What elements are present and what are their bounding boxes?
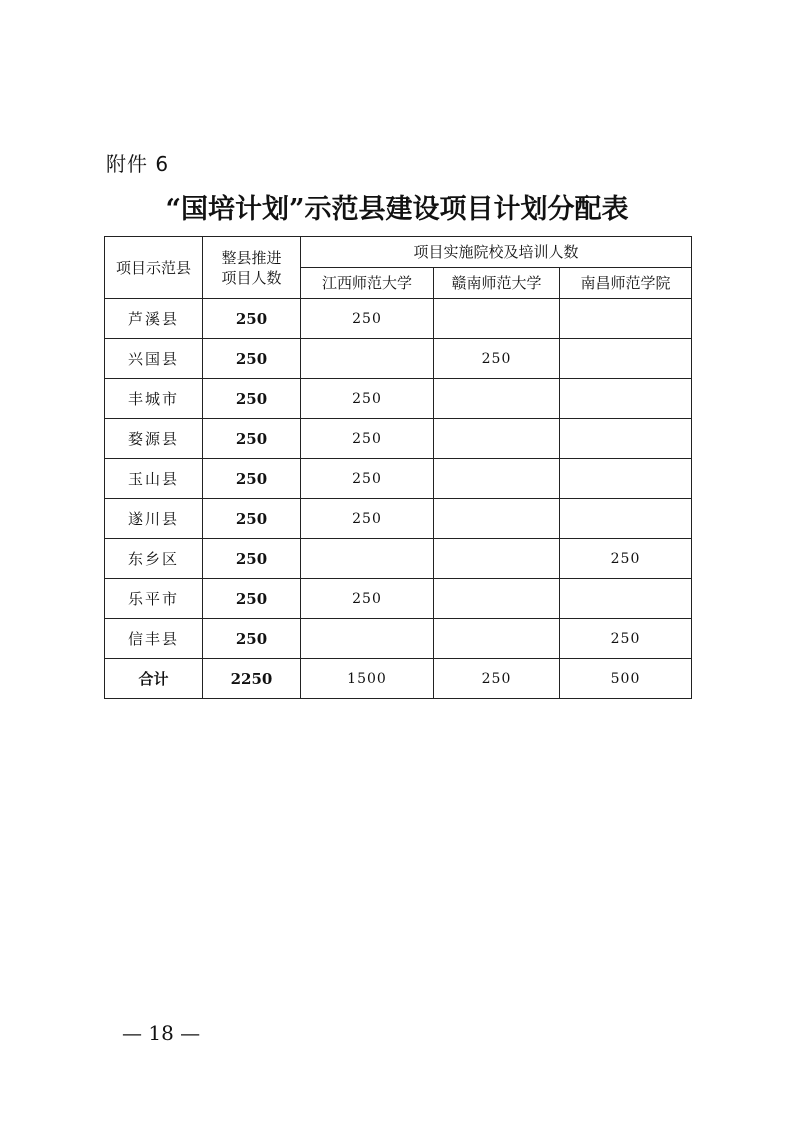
total-cell: 250 (203, 499, 301, 539)
page-number: — 18 — (122, 1021, 201, 1045)
school-1-cell: 250 (301, 379, 434, 419)
table-row (105, 299, 692, 339)
total-cell: 250 (203, 299, 301, 339)
county-cell: 婺源县 (105, 419, 203, 459)
attachment-label: 附件 6 (106, 152, 170, 176)
county-cell: 遂川县 (105, 499, 203, 539)
allocation-table (104, 236, 692, 699)
school-1-cell (301, 339, 434, 379)
header-total (203, 237, 301, 299)
school-3-cell: 250 (560, 539, 692, 579)
header-schools-group: 项目实施院校及培训人数 (301, 237, 692, 268)
school-3-cell: 250 (560, 619, 692, 659)
county-cell: 丰城市 (105, 379, 203, 419)
sum-label-cell: 合计 (105, 659, 203, 699)
total-cell: 250 (203, 339, 301, 379)
county-cell: 玉山县 (105, 459, 203, 499)
county-cell: 兴国县 (105, 339, 203, 379)
school-2-cell (434, 539, 560, 579)
sum-total-cell: 2250 (203, 659, 301, 699)
table-row (105, 459, 692, 499)
school-1-cell (301, 539, 434, 579)
header-school-3: 南昌师范学院 (560, 268, 692, 299)
school-1-cell: 250 (301, 579, 434, 619)
county-cell: 芦溪县 (105, 299, 203, 339)
sum-school-2-cell: 250 (434, 659, 560, 699)
table-header-row (105, 237, 692, 268)
school-2-cell: 250 (434, 339, 560, 379)
header-total-line1: 整县推进 (221, 248, 282, 267)
total-cell: 250 (203, 379, 301, 419)
table-row (105, 539, 692, 579)
school-3-cell (560, 379, 692, 419)
table-row (105, 619, 692, 659)
school-2-cell (434, 299, 560, 339)
school-2-cell (434, 379, 560, 419)
school-3-cell (560, 419, 692, 459)
header-school-2: 赣南师范大学 (434, 268, 560, 299)
school-3-cell (560, 459, 692, 499)
school-1-cell: 250 (301, 419, 434, 459)
county-cell: 乐平市 (105, 579, 203, 619)
school-3-cell (560, 499, 692, 539)
table-row (105, 579, 692, 619)
school-1-cell: 250 (301, 299, 434, 339)
school-1-cell: 250 (301, 459, 434, 499)
total-cell: 250 (203, 459, 301, 499)
total-cell: 250 (203, 579, 301, 619)
table-sum-row (105, 659, 692, 699)
sum-school-3-cell: 500 (560, 659, 692, 699)
school-2-cell (434, 459, 560, 499)
school-1-cell: 250 (301, 499, 434, 539)
school-2-cell (434, 619, 560, 659)
sum-school-1-cell: 1500 (301, 659, 434, 699)
county-cell: 信丰县 (105, 619, 203, 659)
table-row (105, 339, 692, 379)
school-2-cell (434, 499, 560, 539)
school-2-cell (434, 579, 560, 619)
school-3-cell (560, 339, 692, 379)
school-3-cell (560, 579, 692, 619)
header-county: 项目示范县 (105, 237, 203, 299)
table-row (105, 419, 692, 459)
county-cell: 东乡区 (105, 539, 203, 579)
header-school-1: 江西师范大学 (301, 268, 434, 299)
total-cell: 250 (203, 539, 301, 579)
school-1-cell (301, 619, 434, 659)
document-title: “国培计划”示范县建设项目计划分配表 (165, 194, 629, 225)
school-3-cell (560, 299, 692, 339)
school-2-cell (434, 419, 560, 459)
total-cell: 250 (203, 619, 301, 659)
table-row (105, 499, 692, 539)
total-cell: 250 (203, 419, 301, 459)
header-total-line2: 项目人数 (221, 268, 282, 287)
table-row (105, 379, 692, 419)
